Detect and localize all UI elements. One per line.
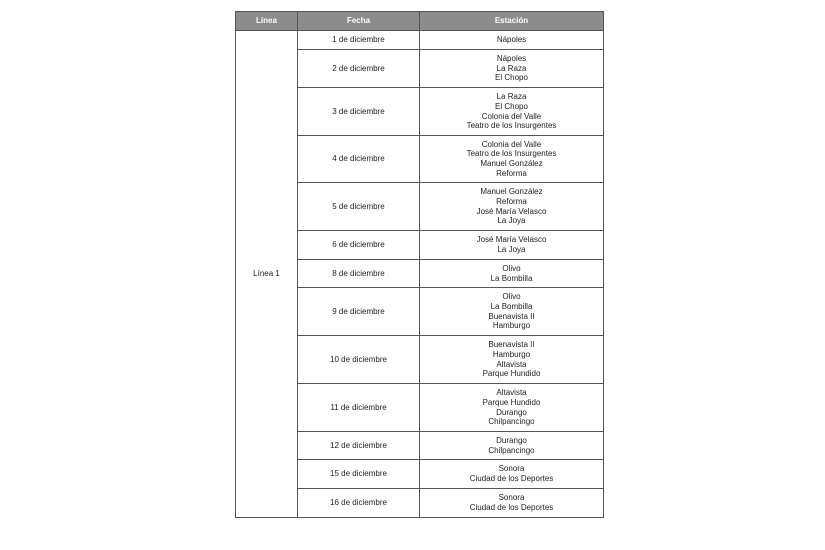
date-cell: 9 de diciembre — [298, 288, 420, 336]
date-cell: 16 de diciembre — [298, 489, 420, 518]
station-name: José María Velasco — [476, 235, 547, 245]
date-cell: 11 de diciembre — [298, 384, 420, 432]
station-name: La Joya — [497, 216, 526, 226]
date-cell: 2 de diciembre — [298, 50, 420, 88]
station-name: Teatro de los Insurgentes — [466, 121, 557, 131]
header-fecha: Fecha — [298, 12, 420, 31]
stations-cell — [420, 489, 604, 518]
station-name: La Raza — [496, 63, 527, 73]
table-body — [236, 31, 604, 518]
station-name: Olivo — [502, 263, 521, 273]
station-name: Ciudad de los Deportes — [469, 474, 554, 483]
date-cell: 3 de diciembre — [298, 88, 420, 136]
line-cell: Línea 1 — [236, 31, 298, 518]
station-name: La Bombilla — [490, 273, 533, 283]
station-name: Manuel González — [480, 187, 543, 197]
station-name: La Raza — [496, 92, 527, 102]
stations-cell — [420, 183, 604, 231]
closure-schedule-table — [235, 11, 604, 518]
stations-cell — [420, 50, 604, 88]
station-name: La Joya — [497, 245, 526, 254]
date-cell: 15 de diciembre — [298, 460, 420, 489]
stations-cell — [420, 136, 604, 183]
station-name: Altavista — [496, 388, 527, 398]
station-name: Teatro de los Insurgentes — [466, 149, 557, 159]
station-name: Parque Hundido — [482, 369, 541, 379]
header-row — [236, 12, 604, 31]
station-name: Colonia del Valle — [481, 111, 542, 121]
stations-cell — [420, 260, 604, 288]
station-name: Nápoles — [496, 35, 527, 45]
station-name: Buenavista II — [488, 340, 535, 350]
station-name: Reforma — [496, 196, 527, 206]
station-name: El Chopo — [495, 73, 528, 83]
date-cell: 6 de diciembre — [298, 231, 420, 260]
station-name: Manuel González — [480, 159, 543, 168]
stations-cell — [420, 231, 604, 260]
station-name: José María Velasco — [476, 206, 547, 216]
stations-cell — [420, 432, 604, 460]
station-name: Durango — [496, 435, 527, 445]
table-header — [236, 12, 604, 31]
station-name: Durango — [496, 407, 527, 417]
stations-cell — [420, 88, 604, 136]
station-name: Ciudad de los Deportes — [469, 503, 554, 512]
station-name: La Bombilla — [490, 301, 533, 311]
stations-cell — [420, 460, 604, 489]
date-cell: 10 de diciembre — [298, 336, 420, 384]
station-name: El Chopo — [495, 101, 528, 111]
station-name: Buenavista II — [488, 311, 535, 321]
station-name: Parque Hundido — [482, 397, 541, 407]
station-name: Chilpancingo — [488, 417, 535, 427]
station-name: Reforma — [496, 168, 527, 178]
station-name: Sonora — [498, 464, 525, 474]
stations-cell — [420, 336, 604, 384]
station-name: Olivo — [502, 292, 521, 302]
stations-cell — [420, 288, 604, 336]
station-name: Sonora — [498, 493, 525, 503]
station-name: Hamburgo — [492, 321, 531, 331]
station-name: Chilpancingo — [488, 445, 535, 455]
station-name: Nápoles — [496, 54, 527, 64]
date-cell: 8 de diciembre — [298, 260, 420, 288]
date-cell: 4 de diciembre — [298, 136, 420, 183]
station-name: Altavista — [496, 359, 527, 369]
table-row — [236, 31, 604, 50]
header-estacion: Estación — [420, 12, 604, 31]
station-name: Hamburgo — [492, 349, 531, 359]
stations-cell — [420, 384, 604, 432]
header-linea: Línea — [236, 12, 298, 31]
date-cell: 12 de diciembre — [298, 432, 420, 460]
date-cell: 1 de diciembre — [298, 31, 420, 50]
date-cell: 5 de diciembre — [298, 183, 420, 231]
station-name: Colonia del Valle — [481, 139, 542, 149]
stations-cell — [420, 31, 604, 50]
